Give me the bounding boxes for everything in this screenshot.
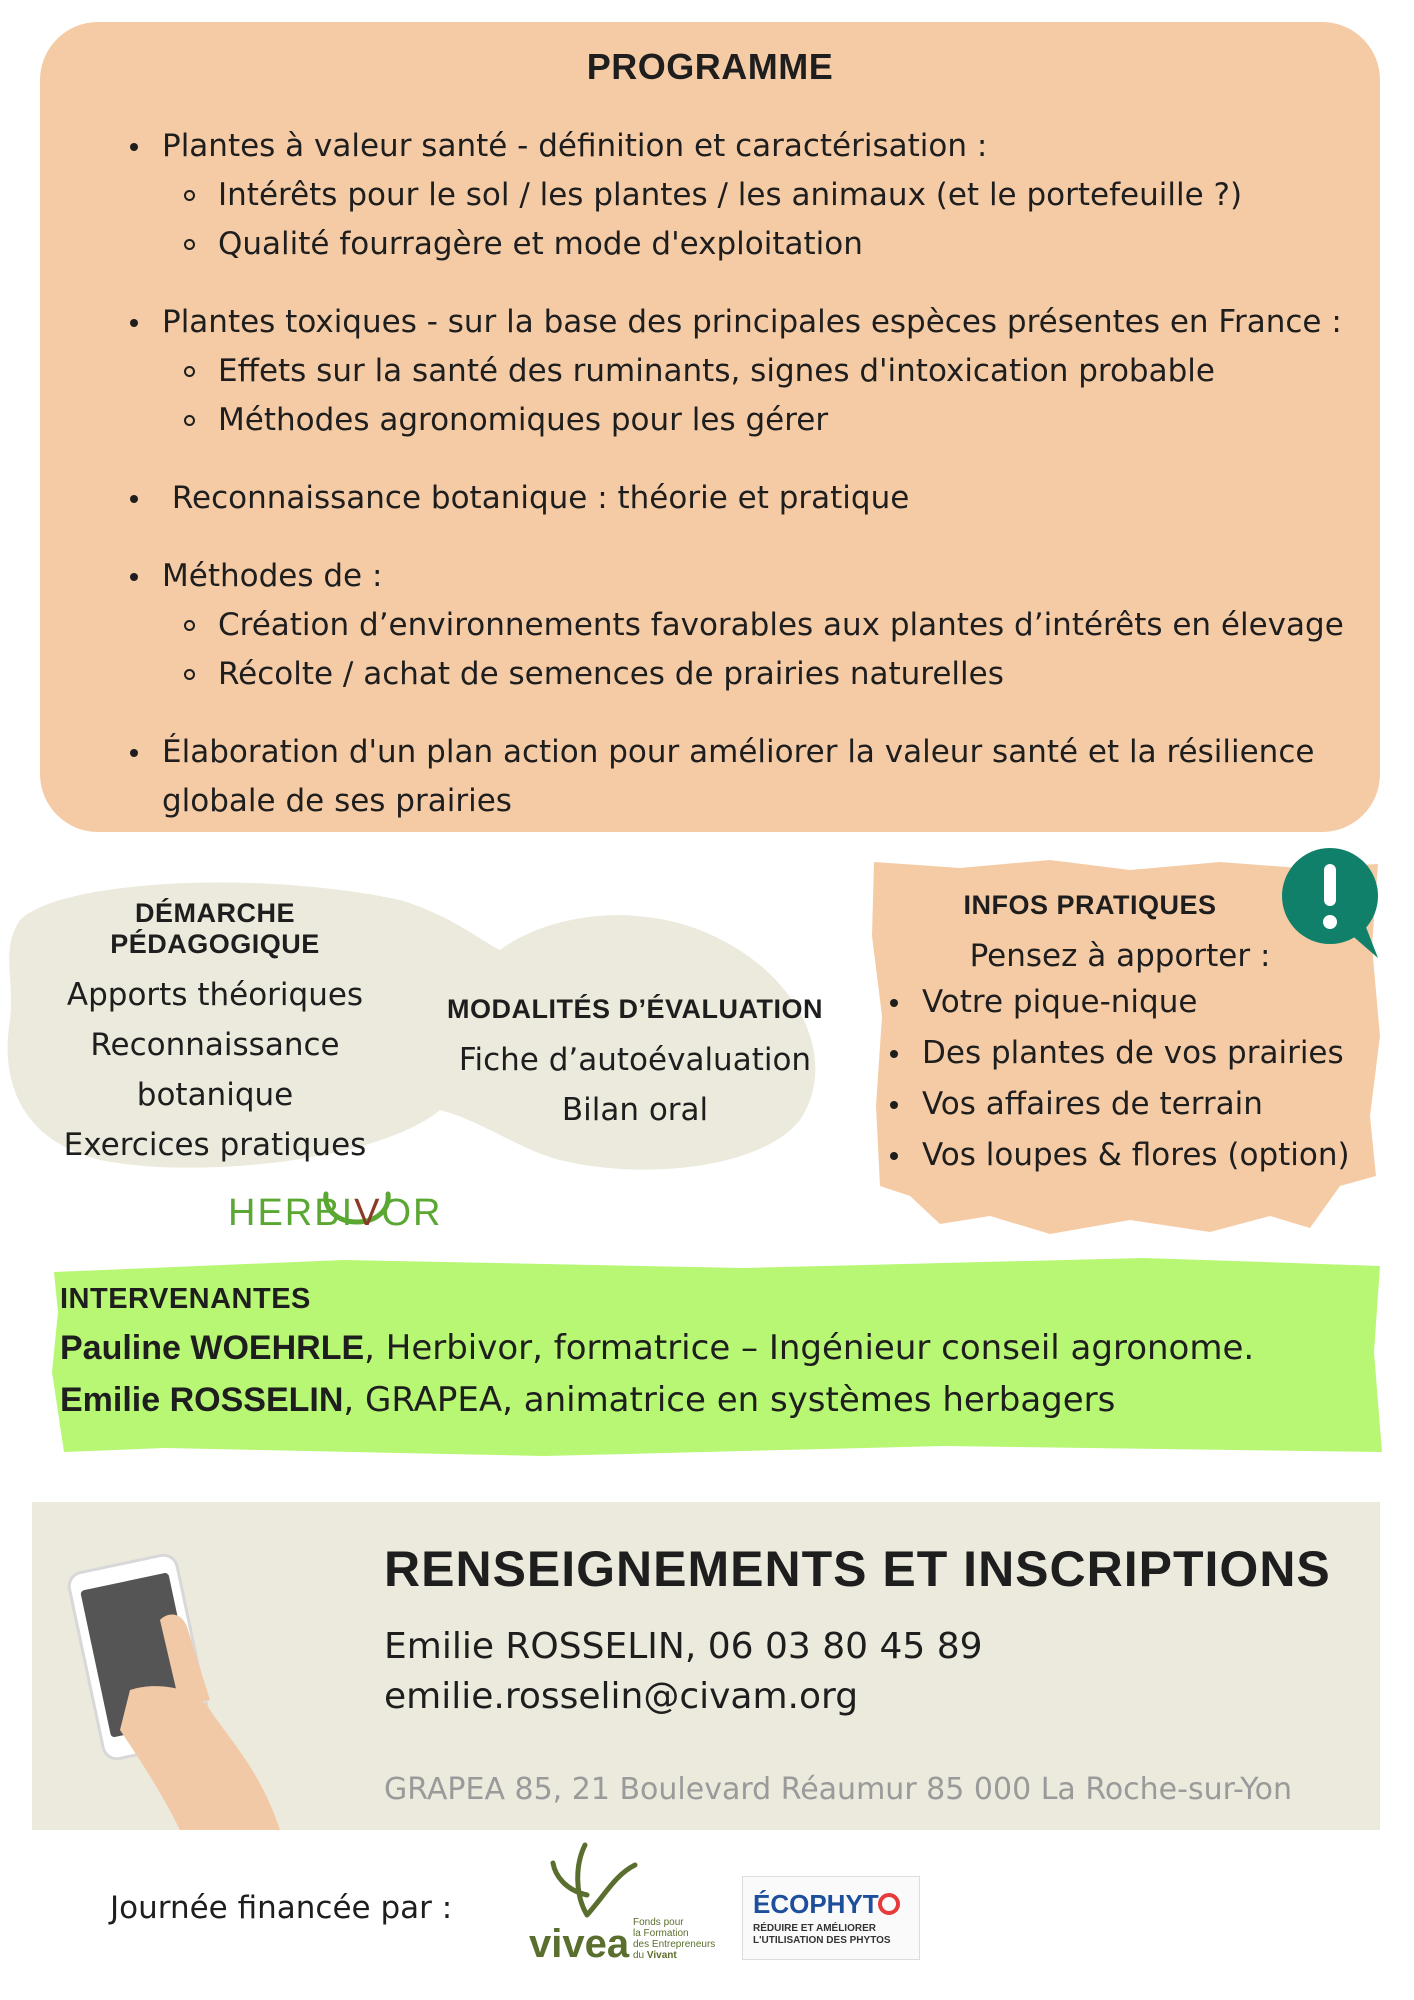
programme-box (40, 22, 1380, 832)
bullet-icon (130, 143, 138, 151)
modalites-title: MODALITÉS D’ÉVALUATION (447, 994, 823, 1024)
bullet-icon (130, 495, 138, 503)
infos-title: INFOS PRATIQUES (963, 890, 1217, 920)
bullet-icon (890, 1101, 898, 1109)
svg-text:L'UTILISATION DES PHYTOS: L'UTILISATION DES PHYTOS (753, 1935, 891, 1946)
svg-text:Fonds pour: Fonds pour (633, 1917, 684, 1928)
svg-text:ÉCOPHYT: ÉCOPHYT (753, 1889, 879, 1919)
circle-bullet-icon (184, 190, 195, 201)
herbivor-logo: HERBIVOR (228, 1192, 443, 1234)
circle-bullet-icon (184, 239, 195, 250)
circle-bullet-icon (184, 620, 195, 631)
sub-item: Qualité fourragère et mode d'exploitation (120, 220, 1370, 269)
svg-text:RÉDUIRE ET AMÉLIORER: RÉDUIRE ET AMÉLIORER (753, 1923, 876, 1934)
modalites-evaluation: MODALITÉS D’ÉVALUATION Fiche d’autoévaluation Bilan oral (440, 994, 830, 1135)
circle-bullet-icon (184, 669, 195, 680)
list-item: Reconnaissance botanique : théorie et pratique (120, 474, 1370, 523)
list-item: Élaboration d'un plan action pour améliorer la valeur santé et la résilience globale de ses prairies (120, 728, 1370, 826)
contact-phone: Emilie ROSSELIN, 06 03 80 45 89 (384, 1626, 983, 1667)
contact-email[interactable]: emilie.rosselin@civam.org (384, 1676, 859, 1717)
programme-list (120, 122, 1370, 855)
bullet-icon (890, 1152, 898, 1160)
bullet-icon (130, 749, 138, 757)
sub-item: Création d’environnements favorables aux plantes d’intérêts en élevage (120, 601, 1370, 650)
programme-title: PROGRAMME (586, 46, 834, 87)
sub-item: Effets sur la santé des ruminants, signes d'intoxication probable (120, 347, 1370, 396)
sub-item: Récolte / achat de semences de prairies naturelles (120, 650, 1370, 699)
circle-bullet-icon (184, 366, 195, 377)
list-item: Vos affaires de terrain (880, 1079, 1380, 1130)
intervenantes (60, 1283, 1380, 1426)
list-item: Des plantes de vos prairies (880, 1028, 1380, 1079)
exclamation-bubble-icon (1278, 846, 1384, 960)
address: GRAPEA 85, 21 Boulevard Réaumur 85 000 La Roche-sur-Yon (384, 1772, 1292, 1807)
bullet-icon (130, 573, 138, 581)
svg-text:la Formation: la Formation (633, 1928, 689, 1939)
demarche-pedagogique: DÉMARCHE PÉDAGOGIQUE Apports théoriques Reconnaissance botanique Exercices pratiques (30, 898, 400, 1170)
financed-by-label: Journée financée par : (110, 1890, 453, 1926)
sub-item: Méthodes agronomiques pour les gérer (120, 396, 1370, 445)
vivea-logo (525, 1835, 735, 1965)
renseignements-title: RENSEIGNEMENTS ET INSCRIPTIONS (384, 1541, 1331, 1597)
list-item: Plantes à valeur santé - définition et caractérisation : Intérêts pour le sol / les plantes / les animaux (et le portefeuille ?) Qualité fourragère et mode d'exploitation (120, 122, 1370, 269)
sub-item: Intérêts pour le sol / les plantes / les animaux (et le portefeuille ?) (120, 171, 1370, 220)
bullet-icon (130, 319, 138, 327)
intervenante-2: Emilie ROSSELIN, GRAPEA, animatrice en systèmes herbagers (60, 1380, 1116, 1420)
svg-text:des Entrepreneurs: des Entrepreneurs (633, 1939, 716, 1950)
svg-text:vivea: vivea (529, 1922, 630, 1965)
bullet-icon (890, 999, 898, 1007)
list-item: Votre pique-nique (880, 977, 1380, 1028)
list-item: Plantes toxiques - sur la base des principales espèces présentes en France : Effets sur la santé des ruminants, signes d'intoxication probable Méthodes agronomiques pour les gérer (120, 298, 1370, 445)
ecophyto-logo (742, 1876, 920, 1960)
svg-text:du Vivant: du Vivant (633, 1950, 677, 1961)
list-item: Méthodes de : Création d’environnements favorables aux plantes d’intérêts en élevage Récolte / achat de semences de prairies naturelles (120, 552, 1370, 699)
intervenante-1: Pauline WOEHRLE, Herbivor, formatrice – Ingénieur conseil agronome. (60, 1328, 1255, 1368)
intervenantes-title: INTERVENANTES (60, 1283, 311, 1315)
infos-lead: Pensez à apporter : (969, 938, 1271, 974)
bullet-icon (890, 1050, 898, 1058)
list-item: Vos loupes & flores (option) (880, 1130, 1380, 1181)
demarche-title: DÉMARCHE PÉDAGOGIQUE (110, 898, 320, 959)
circle-bullet-icon (184, 415, 195, 426)
hand-phone-icon (60, 1530, 290, 1830)
